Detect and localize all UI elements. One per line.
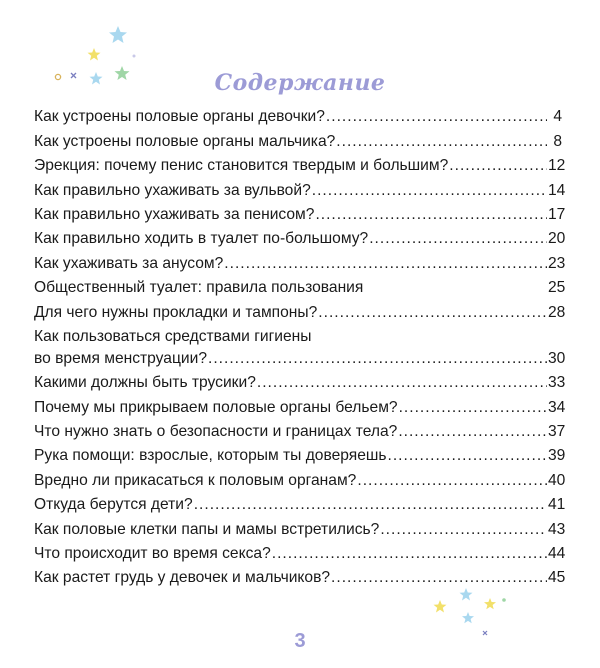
- toc-entry[interactable]: [34, 392, 566, 416]
- toc-entry[interactable]: [34, 441, 566, 465]
- toc-entry-page: 43: [548, 520, 566, 538]
- toc-entry-title: Как правильно ухаживать за вульвой?: [34, 181, 311, 199]
- toc-entry[interactable]: [34, 514, 566, 538]
- toc-entry-page: 45: [548, 569, 566, 587]
- toc-entry-page: 44: [548, 545, 566, 563]
- dot-leader: [318, 304, 547, 322]
- star-icon: [88, 48, 101, 61]
- table-of-contents: [34, 102, 566, 587]
- toc-entry-title: Как пользоваться средствами гигиены: [34, 327, 312, 345]
- dot-decoration: [502, 598, 506, 602]
- toc-entry-title: Как ухаживать за анусом?: [34, 254, 224, 272]
- toc-entry-page: 12: [548, 157, 566, 175]
- toc-entry[interactable]: [34, 368, 566, 392]
- toc-entry-title: Откуда берутся дети?: [34, 496, 193, 514]
- toc-entry-page: 14: [548, 181, 566, 199]
- dot-leader: [380, 521, 547, 539]
- star-icon: [460, 588, 473, 601]
- toc-entry-page: 37: [548, 423, 566, 441]
- toc-entry-page: 28: [548, 303, 566, 321]
- toc-entry[interactable]: [34, 102, 562, 126]
- toc-entry-continuation[interactable]: [34, 346, 566, 368]
- page-title: Содержание: [214, 70, 386, 96]
- toc-entry-page: 17: [548, 205, 566, 223]
- toc-entry[interactable]: [34, 273, 566, 297]
- toc-entry-title: Как растет грудь у девочек и мальчиков?: [34, 569, 331, 587]
- toc-entry[interactable]: [34, 200, 566, 224]
- dot-leader: [326, 108, 547, 126]
- dot-leader: [194, 496, 547, 514]
- dot-leader: [336, 133, 547, 151]
- toc-entry-title: Эрекция: почему пенис становится твердым и большим?: [34, 157, 449, 175]
- toc-entry[interactable]: [34, 490, 566, 514]
- toc-entry[interactable]: [34, 417, 566, 441]
- toc-entry-title: Как устроены половые органы мальчика?: [34, 132, 336, 150]
- toc-entry-title: Что нужно знать о безопасности и границах тела?: [34, 423, 398, 441]
- toc-entry-title: Как устроены половые органы девочки?: [34, 108, 325, 126]
- toc-entry[interactable]: [34, 224, 566, 248]
- toc-entry-page: 40: [548, 471, 566, 489]
- toc-entry[interactable]: [34, 126, 562, 150]
- star-icon: [109, 26, 127, 43]
- toc-entry-title: Что происходит во время секса?: [34, 545, 271, 563]
- toc-entry-title: Рука помощи: взрослые, которым ты доверяешь: [34, 447, 387, 465]
- toc-entry-page: 30: [548, 349, 566, 367]
- dot-leader: [357, 472, 547, 490]
- dot-leader: [208, 350, 547, 368]
- toc-entry-page: 33: [548, 374, 566, 392]
- toc-entry-page: 25: [548, 279, 566, 297]
- toc-entry-page: 20: [548, 230, 566, 248]
- toc-entry[interactable]: [34, 175, 566, 199]
- dot-leader: [257, 374, 547, 392]
- star-icon: [462, 612, 474, 623]
- toc-entry-title: Как правильно ходить в туалет по-большому?: [34, 230, 369, 248]
- toc-entry-title: Как половые клетки папы и мамы встретились?: [34, 520, 380, 538]
- dot-leader: [399, 399, 547, 417]
- toc-entry-title: Для чего нужны прокладки и тампоны?: [34, 303, 318, 321]
- toc-entry-page: 8: [553, 132, 562, 150]
- toc-entry-page: 34: [548, 398, 566, 416]
- toc-entry[interactable]: [34, 248, 566, 272]
- toc-entry-page: 23: [548, 254, 566, 272]
- toc-entry-title: Общественный туалет: правила пользования: [34, 279, 364, 297]
- toc-entry-title: Вредно ли прикасаться к половым органам?: [34, 471, 357, 489]
- toc-entry-title: Почему мы прикрываем половые органы бельем?: [34, 398, 398, 416]
- dot-leader: [224, 255, 547, 273]
- toc-entry-title: Какими должны быть трусики?: [34, 374, 256, 392]
- toc-entry[interactable]: [34, 297, 566, 321]
- dot-leader: [272, 545, 547, 563]
- toc-entry-title: Как правильно ухаживать за пенисом?: [34, 205, 315, 223]
- dot-leader: [312, 182, 547, 200]
- dot-leader: [315, 206, 547, 224]
- dot-leader: [398, 423, 547, 441]
- toc-entry[interactable]: [34, 151, 566, 175]
- dot-leader: [388, 447, 547, 465]
- toc-entry-page: 4: [553, 108, 562, 126]
- toc-entry-title-line2: во время менструации?: [34, 349, 208, 367]
- page-number: 3: [294, 630, 306, 652]
- star-icon: [434, 600, 447, 613]
- toc-entry[interactable]: [34, 539, 566, 563]
- toc-entry-page: 39: [548, 447, 566, 465]
- dot-leader: [369, 230, 547, 248]
- dot-leader: [449, 157, 547, 175]
- toc-entry[interactable]: [34, 322, 562, 346]
- toc-entry-page: 41: [548, 496, 566, 514]
- dot-decoration: [133, 55, 136, 58]
- toc-entry[interactable]: [34, 465, 566, 489]
- star-icon: [484, 598, 496, 609]
